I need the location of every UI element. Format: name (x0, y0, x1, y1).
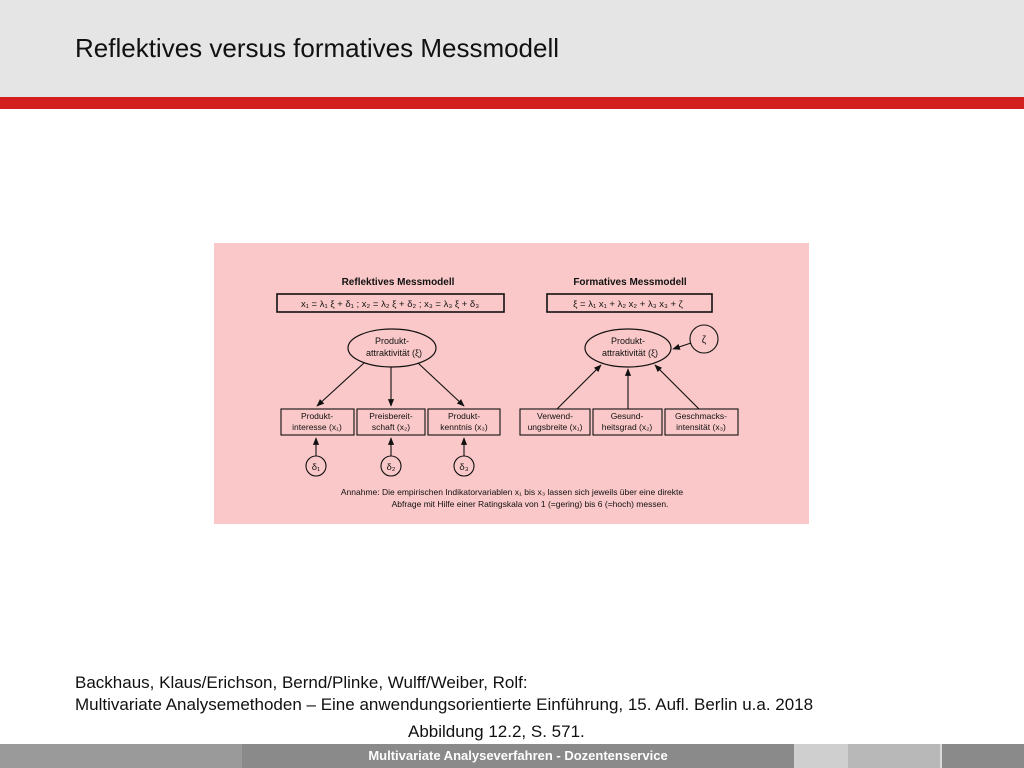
error-term-1-label: δ₁ (311, 462, 321, 473)
reflective-indicator-2-line1: Preisbereit- (369, 411, 413, 421)
formative-heading: Formatives Messmodell (573, 277, 687, 288)
reflective-heading: Reflektives Messmodell (341, 277, 455, 288)
reflective-indicator-1-line1: Produkt- (300, 411, 334, 421)
reflective-indicator-1-line2: interesse (x₁) (292, 422, 342, 432)
measurement-model-figure (214, 243, 809, 524)
reflective-indicator-3-line2: kenntnis (x₃) (440, 422, 488, 432)
figure-note-line2: Abfrage mit Hilfe einer Ratingskala von 1 (=gering) bis 6 (=hoch) messen. (391, 499, 669, 509)
formative-arrow-3 (655, 365, 699, 409)
figure-note-line1: Annahme: Die empirischen Indikatorvariablen x₁ bis x₃ lassen sich jeweils über eine direkte (340, 487, 684, 497)
error-term-3-label: δ₃ (459, 462, 469, 473)
disturbance-arrow (673, 343, 691, 349)
reference-authors: Backhaus, Klaus/Erichson, Bernd/Plinke, Wulff/Weiber, Rolf: (75, 673, 528, 692)
source-reference (75, 672, 813, 716)
error-term-2-label: δ₂ (386, 462, 396, 473)
reflective-equation: x₁ = λ₁ ξ + δ₁ ; x₂ = λ₂ ξ + δ₂ ; x₃ = λ₃ ξ + δ₃ (300, 299, 480, 310)
disturbance-label: ζ (701, 335, 707, 346)
reflective-arrow-3 (418, 363, 464, 406)
formative-indicator-2-line2: heitsgrad (x₂) (601, 422, 653, 432)
formative-indicator-2-line1: Gesund- (610, 411, 644, 421)
formative-indicator-3-line2: intensität (x₃) (676, 422, 726, 432)
figure-caption: Abbildung 12.2, S. 571. (408, 722, 585, 741)
footer-segment-6 (942, 744, 1024, 768)
footer-segment-4 (848, 744, 940, 768)
formative-equation: ξ = λ₁ x₁ + λ₂ x₂ + λ₃ x₃ + ζ (573, 299, 683, 310)
reflective-indicator-3-line1: Produkt- (447, 411, 481, 421)
formative-arrow-1 (557, 365, 601, 409)
reflective-indicator-2-line2: schaft (x₂) (371, 422, 411, 432)
accent-bar (0, 97, 1024, 109)
footer-text: Multivariate Analyseverfahren - Dozentenservice (368, 748, 668, 763)
slide-header (0, 0, 1024, 97)
formative-indicator-1-line1: Verwend- (537, 411, 573, 421)
slide-title: Reflektives versus formatives Messmodell (75, 33, 560, 63)
reflective-construct-line1: Produkt- (374, 336, 410, 346)
footer-segment-3 (794, 744, 848, 768)
formative-indicator-3-line1: Geschmacks- (675, 411, 727, 421)
reference-title: Multivariate Analysemethoden – Eine anwendungsorientierte Einführung, 15. Aufl. Berlin u.a. 2018 (75, 695, 814, 714)
formative-construct-line1: Produkt- (610, 336, 646, 346)
footer-bar (0, 744, 1024, 768)
reflective-construct-line2: attraktivität (ξ) (365, 348, 423, 358)
footer-segment-1 (0, 744, 242, 768)
diagram-canvas (214, 243, 809, 524)
formative-indicator-1-line2: ungsbreite (x₁) (527, 422, 583, 432)
reflective-arrow-1 (317, 363, 364, 406)
formative-construct-line2: attraktivität (ξ) (601, 348, 659, 358)
